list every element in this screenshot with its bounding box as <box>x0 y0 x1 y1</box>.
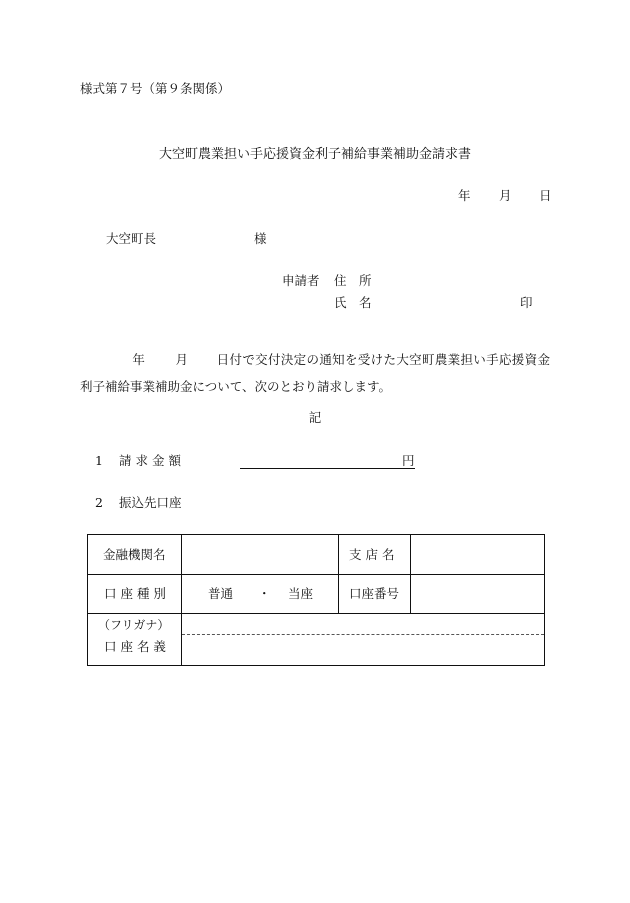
item-account-label: 振込先口座 <box>119 495 182 510</box>
branch-name-field[interactable] <box>411 535 544 574</box>
seal-label: 印 <box>520 295 533 310</box>
account-name-label: 口 座 名 義 <box>104 639 166 654</box>
item-account-number: 2 <box>95 495 103 510</box>
applicant-label: 申請者 <box>282 273 320 288</box>
date-day-label: 日 <box>539 188 552 203</box>
addressee-name: 大空町長 <box>106 231 157 246</box>
form-number: 様式第７号（第９条関係） <box>80 81 231 96</box>
addressee-honorific: 様 <box>254 231 267 246</box>
bank-name-field[interactable] <box>182 535 338 574</box>
body-paragraph <box>80 346 550 400</box>
applicant-address-label: 住 所 <box>334 273 372 288</box>
date-month-label: 月 <box>499 188 512 203</box>
account-number-label: 口座番号 <box>349 586 400 601</box>
table-column-divider <box>338 535 339 614</box>
furigana-label: （フリガナ） <box>98 618 170 632</box>
account-type-label: 口 座 種 別 <box>104 586 166 601</box>
applicant-name-label: 氏 名 <box>334 295 372 310</box>
date-year-label: 年 <box>458 188 471 203</box>
account-number-field[interactable] <box>411 574 544 613</box>
item-amount-label: 請求金額 <box>119 453 186 468</box>
account-type-ordinary[interactable]: 普通 <box>208 586 234 601</box>
amount-unit: 円 <box>402 453 415 468</box>
body-month-label: 月 <box>175 352 189 367</box>
account-name-field[interactable] <box>182 635 544 666</box>
furigana-field[interactable] <box>182 614 544 634</box>
account-type-current[interactable]: 当座 <box>288 586 314 601</box>
amount-entry-line[interactable] <box>240 468 415 469</box>
ki-heading: 記 <box>308 410 322 425</box>
body-text: 日付で交付決定の通知を受けた大空町農業担い手応援資金利子補給事業補助金について、次のとおり請求します。 <box>80 352 550 394</box>
branch-name-label: 支 店 名 <box>349 547 395 562</box>
item-amount-number: 1 <box>95 453 103 468</box>
bank-name-label: 金融機関名 <box>103 547 166 562</box>
body-year-label: 年 <box>132 352 146 367</box>
account-type-separator: ・ <box>258 586 271 601</box>
bank-account-table <box>87 534 545 666</box>
document-title: 大空町農業担い手応援資金利子補給事業補助金請求書 <box>158 147 471 162</box>
